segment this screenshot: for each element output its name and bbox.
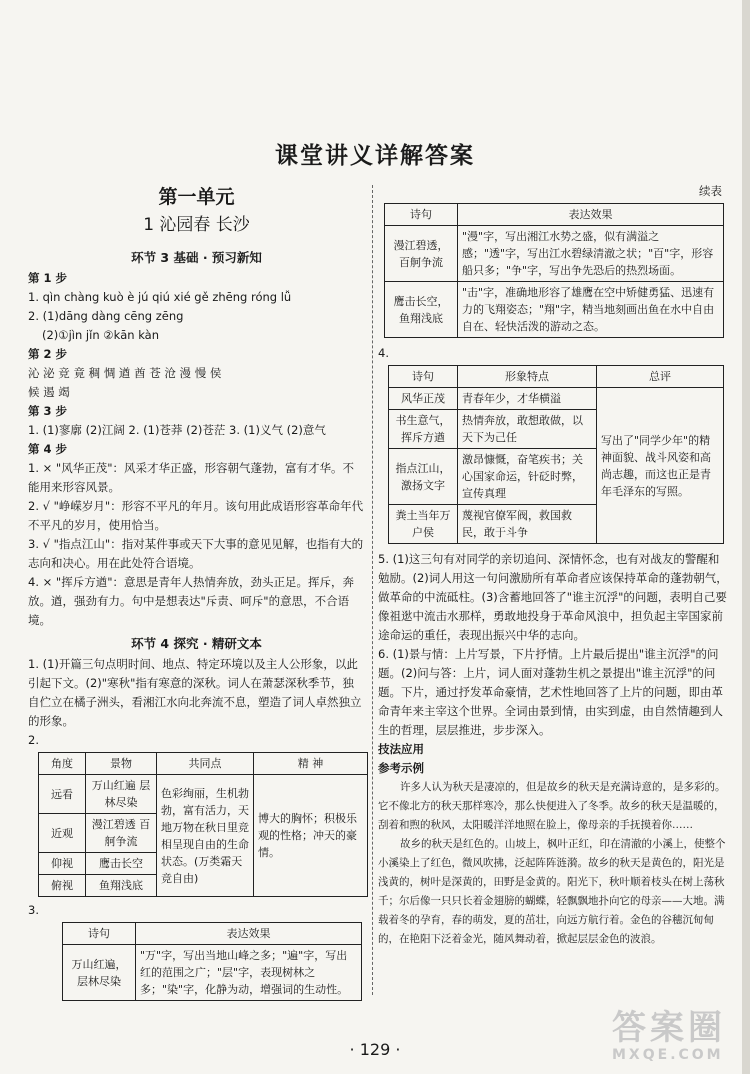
step-1-line: (2)①jìn jǐn ②kān kàn	[42, 328, 160, 342]
table-header: 总评	[597, 366, 724, 388]
table-cell-summary: 写出了"同学少年"的精神面貌、战斗风姿和高尚志趣，而这也正是青年毛泽东的写照。	[597, 388, 724, 544]
answer-q6: 6. (1)景与情：上片写景，下片抒情。上片最后提出"谁主沉浮"的问题。(2)问与答：上片，词人面对蓬勃生机之景提出"谁主沉浮"的问题。下片，通过抒发革命豪情，艺术性地回答了上片的问题，即由革命青年来主宰这个世界。全词由景到情，由实到虚，由自然情趣到人生的哲理，层层推进，步步深入。	[378, 647, 723, 737]
table-cell: 鹰击长空，鱼翔浅底	[385, 282, 458, 338]
table-cell: 万山红遍，层林尽染	[63, 945, 136, 1001]
answer-q5: 5. (1)这三句有对同学的亲切追问、深情怀念，也有对战友的警醒和勉励。(2)词人用这一句问激励所有革命者应该保持革命的蓬勃朝气，做革命的中流砥柱。(3)含蓄地回答了"谁主沉浮"的问题，表明自己要像祖逖中流击水那样，勇敢地投身于革命风浪中，担负起主宰国家前途命运的重任，表现出振兴中华的志向。	[378, 552, 728, 642]
step-2-label: 第 2 步	[28, 347, 68, 361]
table-header: 诗句	[385, 204, 458, 226]
image-trait-table	[388, 365, 724, 544]
essay-paragraph: 故乡的秋天是红色的。山坡上，枫叶正红，印在清澈的小溪上，使整个小溪染上了红色，微风吹拂，泛起阵阵涟漪。故乡的秋天是黄色的，阳光是浅黄的，树叶是深黄的，田野是金黄的。阳光下，秋叶顺着枝头在树上荡秋千；尔后像一只只长着金翅膀的蝴蝶，轻飘飘地扑向它的母亲——大地。满载着冬的孕育，春的萌发，夏的茁壮，向远方航行着。金色的谷穗沉甸甸的，在艳阳下泛着金光，随风舞动着，掀起层层金色的波浪。	[378, 838, 726, 945]
step-3-line: 1. (1)寥廓 (2)江阔 2. (1)苍莽 (2)苍茫 3. (1)义气 (2)意气	[28, 423, 326, 437]
explore-q3-label: 3.	[28, 903, 39, 917]
poem-effect-table-continued	[384, 203, 724, 338]
table-cell: 风华正茂	[389, 388, 458, 410]
page-title: 课堂讲义详解答案	[275, 143, 475, 170]
table-cell: 远看	[39, 775, 86, 814]
table-header: 表达效果	[458, 204, 724, 226]
table-header: 共同点	[157, 753, 254, 775]
left-column	[28, 182, 365, 1001]
step-1-label: 第 1 步	[28, 271, 68, 285]
step-4-item: 3. √ "指点江山"：指对某件事或天下大事的意见见解，也指有大的志向和决心。用在此处符合语境。	[28, 537, 364, 570]
step-3-label: 第 3 步	[28, 404, 68, 418]
table-header: 精 神	[254, 753, 368, 775]
table-cell: 书生意气，挥斥方遒	[389, 410, 458, 449]
step-2-line: 候 遏 竭	[28, 385, 70, 399]
sample-label: 参考示例	[378, 761, 424, 775]
table-cell: 粪土当年万户侯	[389, 505, 458, 544]
watermark-logo	[612, 1010, 732, 1068]
table-header: 角度	[39, 753, 86, 775]
table-cell: 鹰击长空	[86, 853, 157, 875]
table-cell: 青春年少，才华横溢	[458, 388, 597, 410]
table-header: 景物	[86, 753, 157, 775]
table-header: 诗句	[389, 366, 458, 388]
scenery-table	[38, 752, 368, 897]
essay-paragraph: 许多人认为秋天是凄凉的，但是故乡的秋天是充满诗意的，是多彩的。它不像北方的秋天那样寒冷，那么快便进入了冬季。故乡的秋天是温暖的，刮着和煦的秋风，太阳暖洋洋地照在脸上，像母亲的手抚摸着你……	[378, 781, 726, 831]
column-divider	[372, 185, 374, 995]
explore-q1: 1. (1)开篇三句点明时间、地点、特定环境以及主人公形象，以此引起下文。(2)"寒秋"指有寒意的深秋。词人在萧瑟深秋季节，独自伫立在橘子洲头，看湘江水向北奔流不息，塑造了词人卓然独立的形象。	[28, 657, 362, 728]
table-cell: 万山红遍 层林尽染	[86, 775, 157, 814]
poem-effect-table	[62, 922, 362, 1001]
table-cell: 漫江碧透 百舸争流	[86, 814, 157, 853]
explore-q2-label: 2.	[28, 733, 39, 747]
technique-label: 技法应用	[378, 742, 424, 756]
continued-label: 续表	[699, 184, 722, 198]
step-4-item: 1. × "风华正茂"：风采才华正盛，形容朝气蓬勃，富有才华。不能用来形容风景。	[28, 461, 354, 494]
section-heading-4: 环节 4 探究 · 精研文本	[131, 636, 262, 651]
table-cell: 漫江碧透，百舸争流	[385, 226, 458, 282]
table-cell: 近观	[39, 814, 86, 853]
table-cell: 俯视	[39, 875, 86, 897]
table-header: 形象特点	[458, 366, 597, 388]
q4-label: 4.	[378, 346, 389, 360]
table-header: 诗句	[63, 923, 136, 945]
table-cell: 仰视	[39, 853, 86, 875]
page-number: · 129 ·	[349, 1040, 401, 1059]
table-cell: 指点江山，激扬文字	[389, 449, 458, 505]
step-4-item: 2. √ "峥嵘岁月"：形容不平凡的年月。该句用此成语形容革命年代不平凡的岁月，使用恰当。	[28, 499, 364, 532]
unit-title: 第一单元	[158, 186, 235, 208]
watermark-url: MXQE.COM	[612, 1047, 724, 1063]
step-1-line: 2. (1)dāng dàng cēng zēng	[28, 309, 184, 323]
table-cell: 蔑视官僚军阀，救国救民，敢于斗争	[458, 505, 597, 544]
right-column	[378, 182, 730, 949]
table-cell: 鱼翔浅底	[86, 875, 157, 897]
step-1-line: 1. qìn chàng kuò è jú qiú xié gě zhēng róng lǚ	[28, 290, 292, 304]
step-4-item: 4. × "挥斥方遒"：意思是青年人热情奔放，劲头正足。挥斥，奔放。遒，强劲有力。句中是想表达"斥责、呵斥"的意思，不合语境。	[28, 575, 354, 627]
table-cell: "击"字，准确地形容了雄鹰在空中矫健勇猛、迅速有力的飞翔姿态；"翔"字，精当地刻画出鱼在水中自由自在、轻快活泼的游动之态。	[458, 282, 724, 338]
table-cell: "万"字，写出当地山峰之多；"遍"字，写出红的范围之广；"层"字，表现树林之多；"染"字，化静为动，增强词的生动性。	[136, 945, 362, 1001]
section-heading-3: 环节 3 基础 · 预习新知	[131, 250, 262, 265]
table-cell: 热情奔放，敢想敢做，以天下为己任	[458, 410, 597, 449]
step-4-label: 第 4 步	[28, 442, 68, 456]
table-cell-common: 色彩绚丽，生机勃勃，富有活力，天地万物在秋日里竞相呈现自由的生命状态。(万类霜天竞自由)	[157, 775, 254, 897]
table-cell: "漫"字，写出湘江水势之盛，似有满溢之感；"透"字，写出江水碧绿清澈之状；"百"字，形容船只多；"争"字，写出争先恐后的热烈场面。	[458, 226, 724, 282]
table-cell-spirit: 博大的胸怀；积极乐观的性格；冲天的豪情。	[254, 775, 368, 897]
table-header: 表达效果	[136, 923, 362, 945]
watermark-text: 答案圈	[612, 1008, 726, 1048]
step-2-line: 沁 泌 竞 竟 稠 惆 遒 酋 苍 沧 漫 慢 侯	[28, 366, 222, 380]
table-cell: 激昂慷慨，奋笔疾书；关心国家命运，针砭时弊，宣传真理	[458, 449, 597, 505]
lesson-title: 1 沁园春 长沙	[143, 215, 250, 235]
